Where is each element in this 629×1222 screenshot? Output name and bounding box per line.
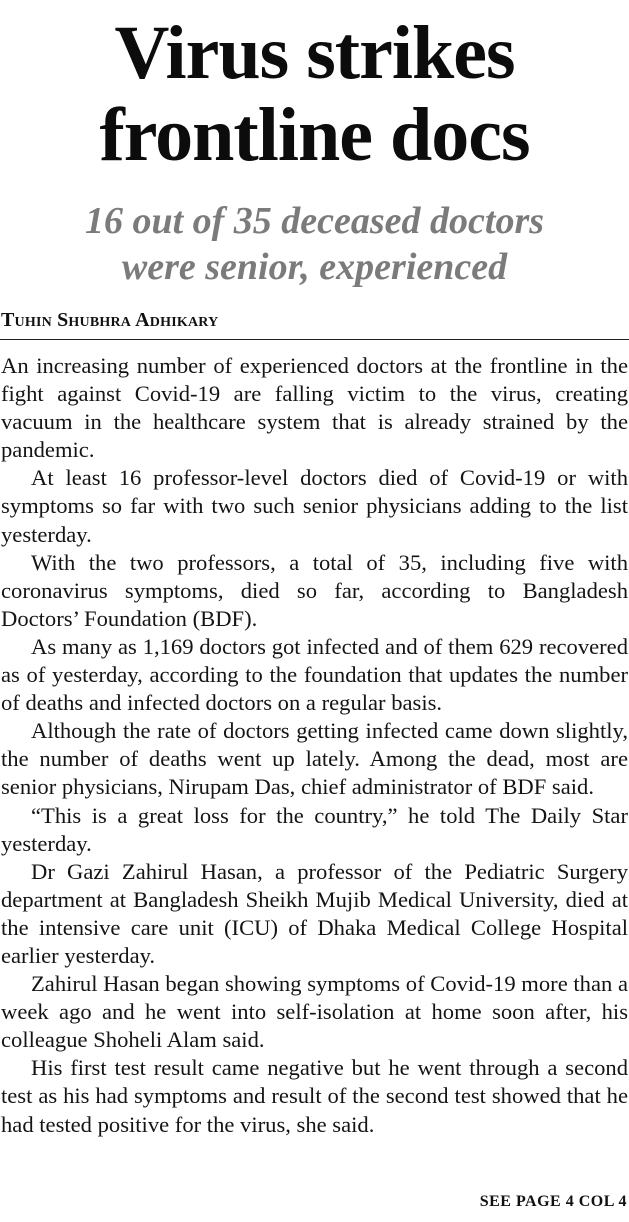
headline	[0, 12, 629, 176]
article-paragraph: An increasing number of experienced doctors at the frontline in the fight against Covid-19 are falling victim to the virus, creating vacuum in the healthcare system that is already strained by the pandemic.	[1, 353, 628, 463]
continued-on-page-note: SEE PAGE 4 COL 4	[479, 1193, 627, 1210]
subheadline-line-2: were senior, experienced	[121, 246, 508, 288]
article-paragraph: At least 16 professor-level doctors died of Covid-19 or with symptoms so far with two such senior physicians adding to the list yesterday.	[1, 465, 628, 547]
subheadline	[0, 198, 629, 290]
article-paragraph: Zahirul Hasan began showing symptoms of Covid-19 more than a week ago and he went into self-isolation at home soon after, his colleague Shoheli Alam said.	[1, 971, 628, 1053]
byline: Tuhin Shubhra Adhikary	[1, 309, 219, 331]
article-paragraph: “This is a great loss for the country,” he told The Daily Star yesterday.	[1, 802, 628, 856]
byline-divider	[0, 339, 629, 340]
article-paragraph: Although the rate of doctors getting infected came down slightly, the number of deaths went up lately. Among the dead, most are senior physicians, Nirupam Das, chief administrator of BDF said.	[1, 718, 628, 800]
article-paragraph: His first test result came negative but he went through a second test as his had symptoms and result of the second test showed that he had tested positive for the virus, she said.	[1, 1055, 628, 1137]
article-paragraph: Dr Gazi Zahirul Hasan, a professor of the Pediatric Surgery department at Bangladesh Sheikh Mujib Medical University, died at the intensive care unit (ICU) of Dhaka Medical College Hospital earlier yesterday.	[1, 858, 628, 968]
article-paragraph: As many as 1,169 doctors got infected and of them 629 recovered as of yesterday, according to the foundation that updates the number of deaths and infected doctors on a regular basis.	[1, 633, 628, 716]
subheadline-line-1: 16 out of 35 deceased doctors	[84, 200, 545, 242]
article-body	[1, 352, 628, 1139]
headline-line-1: Virus strikes	[114, 11, 515, 95]
headline-line-2: frontline docs	[99, 93, 530, 177]
article-paragraph: With the two professors, a total of 35, including five with coronavirus symptoms, died so far, according to Bangladesh Doctors’ Foundation (BDF).	[1, 549, 628, 631]
